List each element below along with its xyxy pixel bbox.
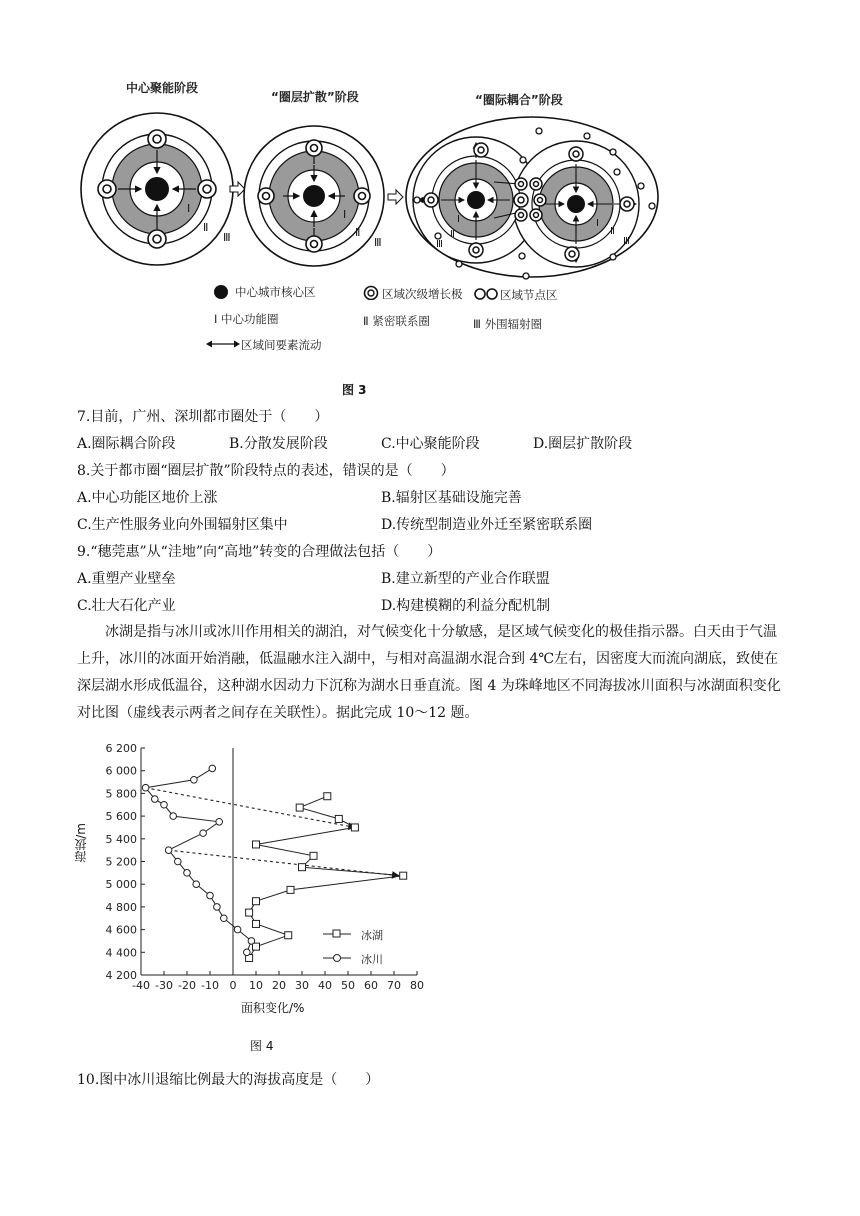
- lake-point: [351, 824, 358, 831]
- glacier-point: [152, 796, 159, 803]
- lake-point: [246, 909, 253, 916]
- q9-option-c: C.壮大石化产业: [77, 598, 176, 614]
- lake-point: [299, 864, 306, 871]
- legend-growth-pole: 区域次级增长极: [382, 287, 463, 301]
- x-tick-label: 20: [272, 979, 286, 992]
- lake-point: [253, 841, 260, 848]
- stage-title-3: “圈际耦合”阶段: [475, 93, 563, 107]
- stage-2-diagram: [244, 126, 384, 266]
- x-tick-label: 50: [341, 979, 355, 992]
- q7-option-d: D.圈层扩散阶段: [533, 436, 633, 452]
- y-tick-label: 5 200: [105, 855, 137, 869]
- y-tick-label: 4 400: [105, 946, 137, 960]
- x-tick-label: -10: [201, 979, 219, 992]
- svg-text:Ⅰ: Ⅰ: [187, 202, 191, 215]
- flow-arrow-icon: [206, 338, 240, 350]
- svg-text:Ⅲ: Ⅲ: [623, 236, 630, 247]
- x-tick-label: 40: [318, 979, 332, 992]
- stage-title-1: 中心聚能阶段: [126, 81, 199, 95]
- question-8-stem: 8.关于都市圈“圈层扩散”阶段特点的表述，错误的是（ ）: [77, 463, 455, 479]
- figure-3-caption: 图 3: [342, 383, 367, 397]
- question-9-stem: 9.“穗莞惠”从“洼地”向“高地”转变的合理做法包括（ ）: [77, 544, 442, 560]
- lake-point: [324, 793, 331, 800]
- q7-option-c: C.中心聚能阶段: [381, 436, 480, 452]
- series-line-glacier: [146, 768, 252, 952]
- lake-point: [253, 898, 260, 905]
- q7-option-a: A.圈际耦合阶段: [77, 436, 176, 452]
- glacier-point: [193, 881, 200, 888]
- glacier-point: [200, 830, 207, 837]
- y-tick-label: 6 000: [105, 764, 137, 778]
- svg-text:Ⅱ: Ⅱ: [203, 221, 209, 234]
- glacier-point: [207, 892, 214, 899]
- legend-glacier-marker: [334, 955, 341, 962]
- legend-flow: 区域间要素流动: [241, 338, 322, 352]
- svg-text:Ⅱ: Ⅱ: [450, 229, 455, 240]
- q8-option-a: A.中心功能区地价上涨: [77, 490, 218, 506]
- glacier-lake-passage: 冰湖是指与冰川或冰川作用相关的湖泊，对气候变化十分敏感，是区域气候变化的极佳指示器。白天由于气温上升，冰川的冰面开始消融，低温融水注入湖中，与相对高温湖水混合到 4℃左右，因密度大而流向湖底，致使在深层湖水形成低温谷，这种湖水因动力下沉称为湖水日垂直流。图 4 为珠峰地区不同海拔冰川面积与冰湖面积变化对比图（虚线表示两者之间存在关联性）。据此完成 10～12 题。: [77, 624, 781, 721]
- lake-point: [285, 932, 292, 939]
- y-tick-label: 5 600: [105, 810, 137, 824]
- stage-1-diagram: [81, 113, 233, 265]
- stage-3-diagram: [406, 117, 658, 279]
- glacier-point: [209, 765, 216, 772]
- q9-option-b: B.建立新型的产业合作联盟: [381, 571, 550, 587]
- question-7-stem: 7.目前，广州、深圳都市圈处于（ ）: [77, 409, 329, 425]
- y-tick-label: 5 000: [105, 878, 137, 892]
- glacier-point: [248, 938, 255, 945]
- lake-point: [296, 804, 303, 811]
- svg-text:Ⅰ: Ⅰ: [343, 208, 347, 221]
- x-tick-label: 70: [387, 979, 401, 992]
- y-tick-label: 4 200: [105, 969, 137, 982]
- question-10-stem: 10.图中冰川退缩比例最大的海拔高度是（ ）: [77, 1072, 380, 1088]
- lake-point: [253, 920, 260, 927]
- lake-point: [400, 872, 407, 879]
- x-tick-label: 0: [229, 979, 237, 992]
- legend-ring-3: Ⅲ 外围辐射圈: [473, 317, 543, 331]
- q9-option-d: D.构建模糊的利益分配机制: [381, 598, 551, 614]
- legend-ring-1: Ⅰ 中心功能圈: [214, 312, 279, 326]
- y-tick-label: 5 800: [105, 787, 137, 801]
- q8-option-b: B.辐射区基础设施完善: [381, 490, 522, 506]
- glacier-point: [170, 813, 177, 820]
- legend-ring-2: Ⅱ 紧密联系圈: [363, 314, 430, 328]
- figure-4-chart: [80, 740, 440, 1020]
- glacier-point: [175, 858, 182, 865]
- svg-text:Ⅰ: Ⅰ: [457, 214, 460, 225]
- x-tick-label: 60: [364, 979, 378, 992]
- glacier-point: [191, 776, 198, 783]
- glacier-point: [244, 949, 251, 956]
- glacier-point: [165, 847, 172, 854]
- x-tick-label: -20: [178, 979, 196, 992]
- y-tick-label: 6 200: [105, 742, 137, 755]
- legend-lake-label: 冰湖: [361, 929, 383, 942]
- x-tick-label: 80: [410, 979, 424, 992]
- y-tick-label: 4 600: [105, 923, 137, 937]
- svg-text:Ⅱ: Ⅱ: [355, 226, 361, 239]
- legend-node: 区域节点区: [500, 288, 558, 302]
- x-tick-label: 10: [249, 979, 263, 992]
- stage-title-2: “圈层扩散”阶段: [271, 90, 359, 104]
- svg-text:Ⅲ: Ⅲ: [436, 239, 443, 250]
- x-tick-label: 30: [295, 979, 309, 992]
- glacier-point: [184, 870, 191, 877]
- glacier-point: [161, 801, 168, 808]
- x-tick-label: -40: [132, 979, 150, 992]
- glacier-point: [221, 915, 228, 922]
- lake-point: [287, 886, 294, 893]
- y-tick-label: 4 800: [105, 900, 137, 914]
- q8-option-c: C.生产性服务业向外围辐射区集中: [77, 517, 288, 533]
- x-axis-label: 面积变化/%: [241, 1001, 305, 1015]
- q8-option-d: D.传统型制造业外迁至紧密联系圈: [381, 517, 593, 533]
- svg-text:Ⅲ: Ⅲ: [374, 236, 382, 249]
- glacier-point: [216, 818, 223, 825]
- q7-option-b: B.分散发展阶段: [229, 436, 328, 452]
- glacier-point: [214, 904, 221, 911]
- svg-text:Ⅲ: Ⅲ: [223, 231, 231, 244]
- y-tick-label: 5 400: [105, 832, 137, 846]
- lake-point: [310, 852, 317, 859]
- glacier-point: [234, 926, 241, 933]
- relation-dashed-arrow: [169, 850, 399, 876]
- lake-point: [253, 943, 260, 950]
- svg-text:Ⅱ: Ⅱ: [610, 226, 615, 237]
- legend-glacier-label: 冰川: [361, 953, 383, 966]
- svg-text:Ⅰ: Ⅰ: [596, 218, 599, 229]
- legend-core: 中心城市核心区: [235, 285, 316, 299]
- legend-lake-marker: [333, 930, 340, 937]
- x-tick-label: -30: [155, 979, 173, 992]
- lake-point: [335, 815, 342, 822]
- y-axis-label: 海拔/m: [74, 823, 88, 863]
- glacier-point: [142, 784, 149, 791]
- figure-4-caption: 图 4: [250, 1039, 274, 1053]
- urban-circle-diagram: [0, 0, 860, 300]
- q9-option-a: A.重塑产业壁垒: [77, 571, 176, 587]
